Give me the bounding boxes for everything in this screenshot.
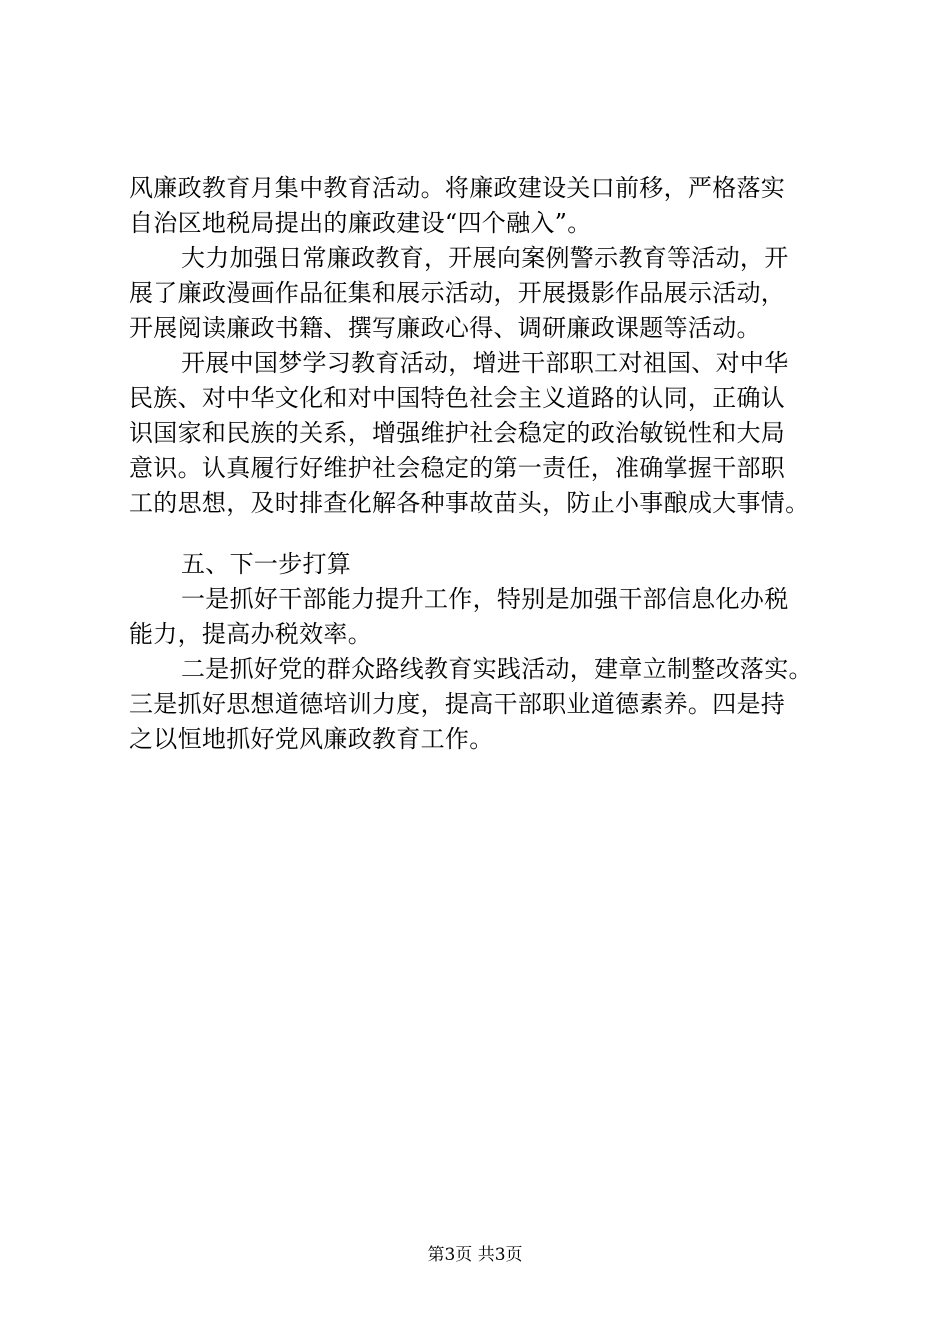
- paragraph-line: 之以恒地抓好党风廉政教育工作。: [129, 725, 494, 753]
- paragraph-line: 能力，提高办税效率。: [129, 620, 372, 648]
- paragraph-spacer: [129, 521, 829, 547]
- paragraph-line: 工的思想，及时排查化解各种事故苗头，防止小事酿成大事情。: [129, 489, 810, 517]
- paragraph-1: [129, 171, 829, 241]
- paragraph-line: 意识。认真履行好维护社会稳定的第一责任，准确掌握干部职: [129, 454, 786, 482]
- paragraph-4: [129, 582, 829, 652]
- paragraph-line: 展了廉政漫画作品征集和展示活动，开展摄影作品展示活动，: [129, 279, 786, 307]
- paragraph-2: [129, 241, 829, 346]
- paragraph-line: 大力加强日常廉政教育，开展向案例警示教育等活动，开: [181, 244, 789, 272]
- paragraph-line: 二是抓好党的群众路线教育实践活动，建章立制整改落实。: [181, 655, 813, 683]
- paragraph-5: [129, 652, 829, 757]
- page-number: 第3页 共3页: [427, 1245, 523, 1265]
- page-footer: [0, 1244, 950, 1266]
- paragraph-3: [129, 346, 829, 521]
- paragraph-line: 识国家和民族的关系，增强维护社会稳定的政治敏锐性和大局: [129, 419, 786, 447]
- paragraph-line: 开展中国梦学习教育活动，增进干部职工对祖国、对中华: [181, 349, 789, 377]
- paragraph-line: 民族、对中华文化和对中国特色社会主义道路的认同，正确认: [129, 384, 786, 412]
- paragraph-line: 风廉政教育月集中教育活动。将廉政建设关口前移，严格落实: [129, 174, 786, 202]
- paragraph-line: 一是抓好干部能力提升工作，特别是加强干部信息化办税: [181, 585, 789, 613]
- paragraph-line: 开展阅读廉政书籍、撰写廉政心得、调研廉政课题等活动。: [129, 314, 761, 342]
- paragraph-line: 三是抓好思想道德培训力度，提高干部职业道德素养。四是持: [129, 690, 786, 718]
- paragraph-line: 自治区地税局提出的廉政建设“四个融入”。: [129, 209, 592, 237]
- document-body: [129, 171, 829, 757]
- section-heading: 五、下一步打算: [181, 550, 352, 578]
